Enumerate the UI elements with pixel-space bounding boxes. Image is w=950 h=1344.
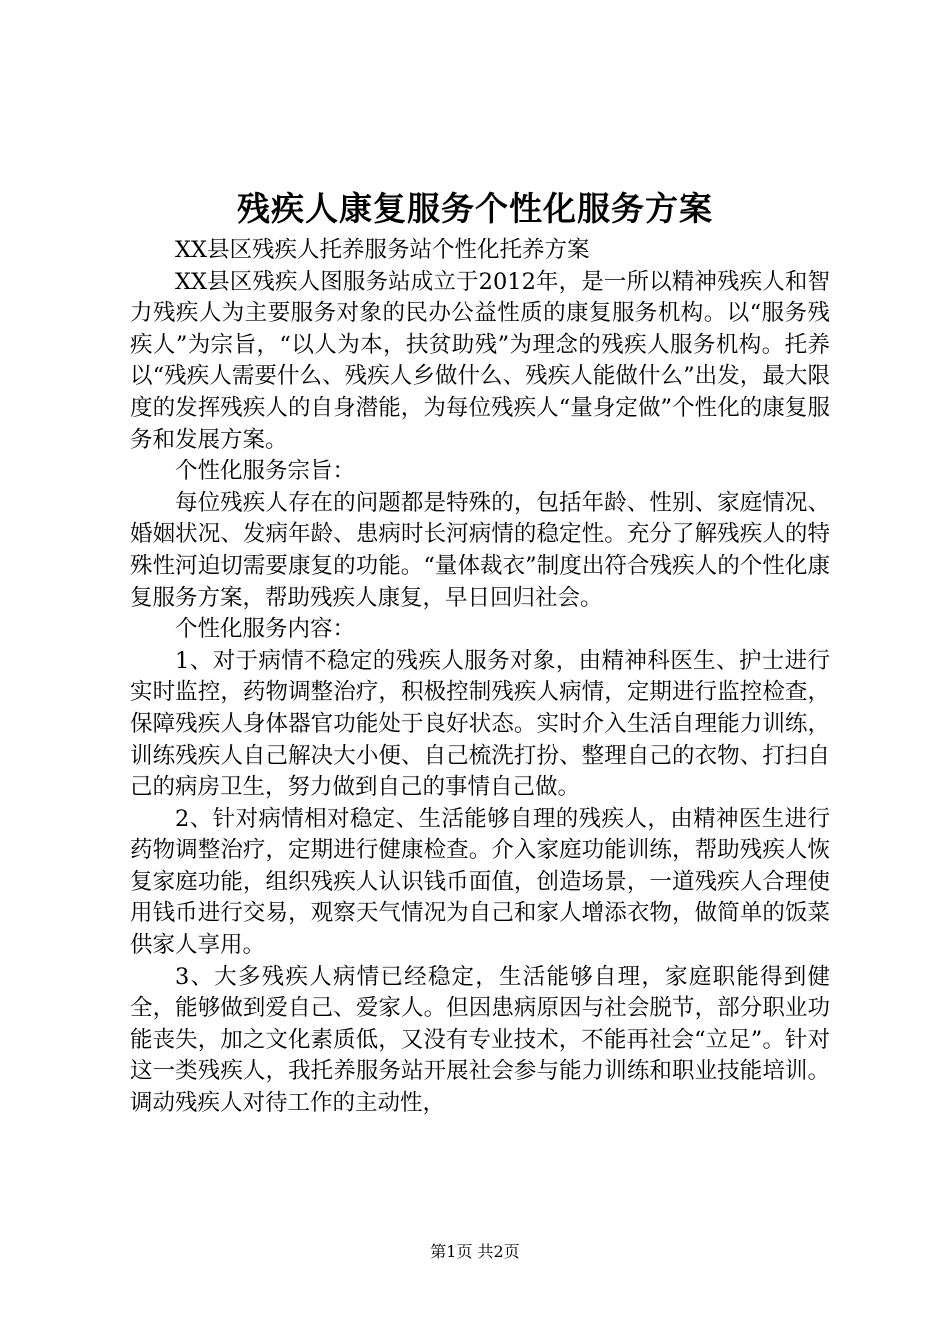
- document-body: [130, 235, 830, 1120]
- paragraph-item-2: 2、针对病情相对稳定、生活能够自理的残疾人，由精神医生进行药物调整治疗，定期进行健康检查。介入家庭功能训练，帮助残疾人恢复家庭功能，组织残疾人认识钱币面值，创造场景，一道残疾人合理使用钱币进行交易，观察天气情况为自己和家人增添衣物，做简单的饭菜供家人享用。: [130, 805, 830, 959]
- page-number-footer: 第1页 共2页: [430, 1242, 520, 1261]
- heading-purpose: 个性化服务宗旨：: [175, 458, 356, 485]
- paragraph-item-1: 1、对于病情不稳定的残疾人服务对象，由精神科医生、护士进行实时监控，药物调整治疗，积极控制残疾人病情，定期进行监控检查，保障残疾人身体器官功能处于良好状态。实时介入生活自理能力训练，训练残疾人自己解决大小便、自己梳洗打扮、整理自己的衣物、打扫自己的病房卫生，努力做到自己的事情自己做。: [130, 647, 830, 801]
- paragraph-subtitle: XX县区残疾人托养服务站个性化托养方案: [175, 237, 590, 263]
- document-title: 残疾人康复服务个性化服务方案: [237, 189, 713, 228]
- heading-content: 个性化服务内容：: [175, 616, 356, 643]
- paragraph-item-3: 3、大多残疾人病情已经稳定，生活能够自理，家庭职能得到健全，能够做到爱自己、爱家人。但因患病原因与社会脱节，部分职业功能丧失，加之文化素质低，又没有专业技术，不能再社会“立足”。针对这一类残疾人，我托养服务站开展社会参与能力训练和职业技能培训。调动残疾人对待工作的主动性，: [130, 963, 830, 1117]
- paragraph-intro: XX县区残疾人图服务站成立于2012年，是一所以精神残疾人和智力残疾人为主要服务对象的民办公益性质的康复服务机构。以“服务残疾人”为宗旨，“以人为本，扶贫助残”为理念的残疾人服务机构。托养以“残疾人需要什么、残疾人乡做什么、残疾人能做什么”出发，最大限度的发挥残疾人的自身潜能，为每位残疾人“量身定做”个性化的康复服务和发展方案。: [130, 268, 830, 453]
- paragraph-purpose: 每位残疾人存在的问题都是特殊的，包括年龄、性别、家庭情况、婚姻状况、发病年龄、患病时长河病情的稳定性。充分了解残疾人的特殊性河迫切需要康复的功能。“量体裁衣”制度出符合残疾人的个性化康复服务方案，帮助残疾人康复，早日回归社会。: [130, 489, 830, 611]
